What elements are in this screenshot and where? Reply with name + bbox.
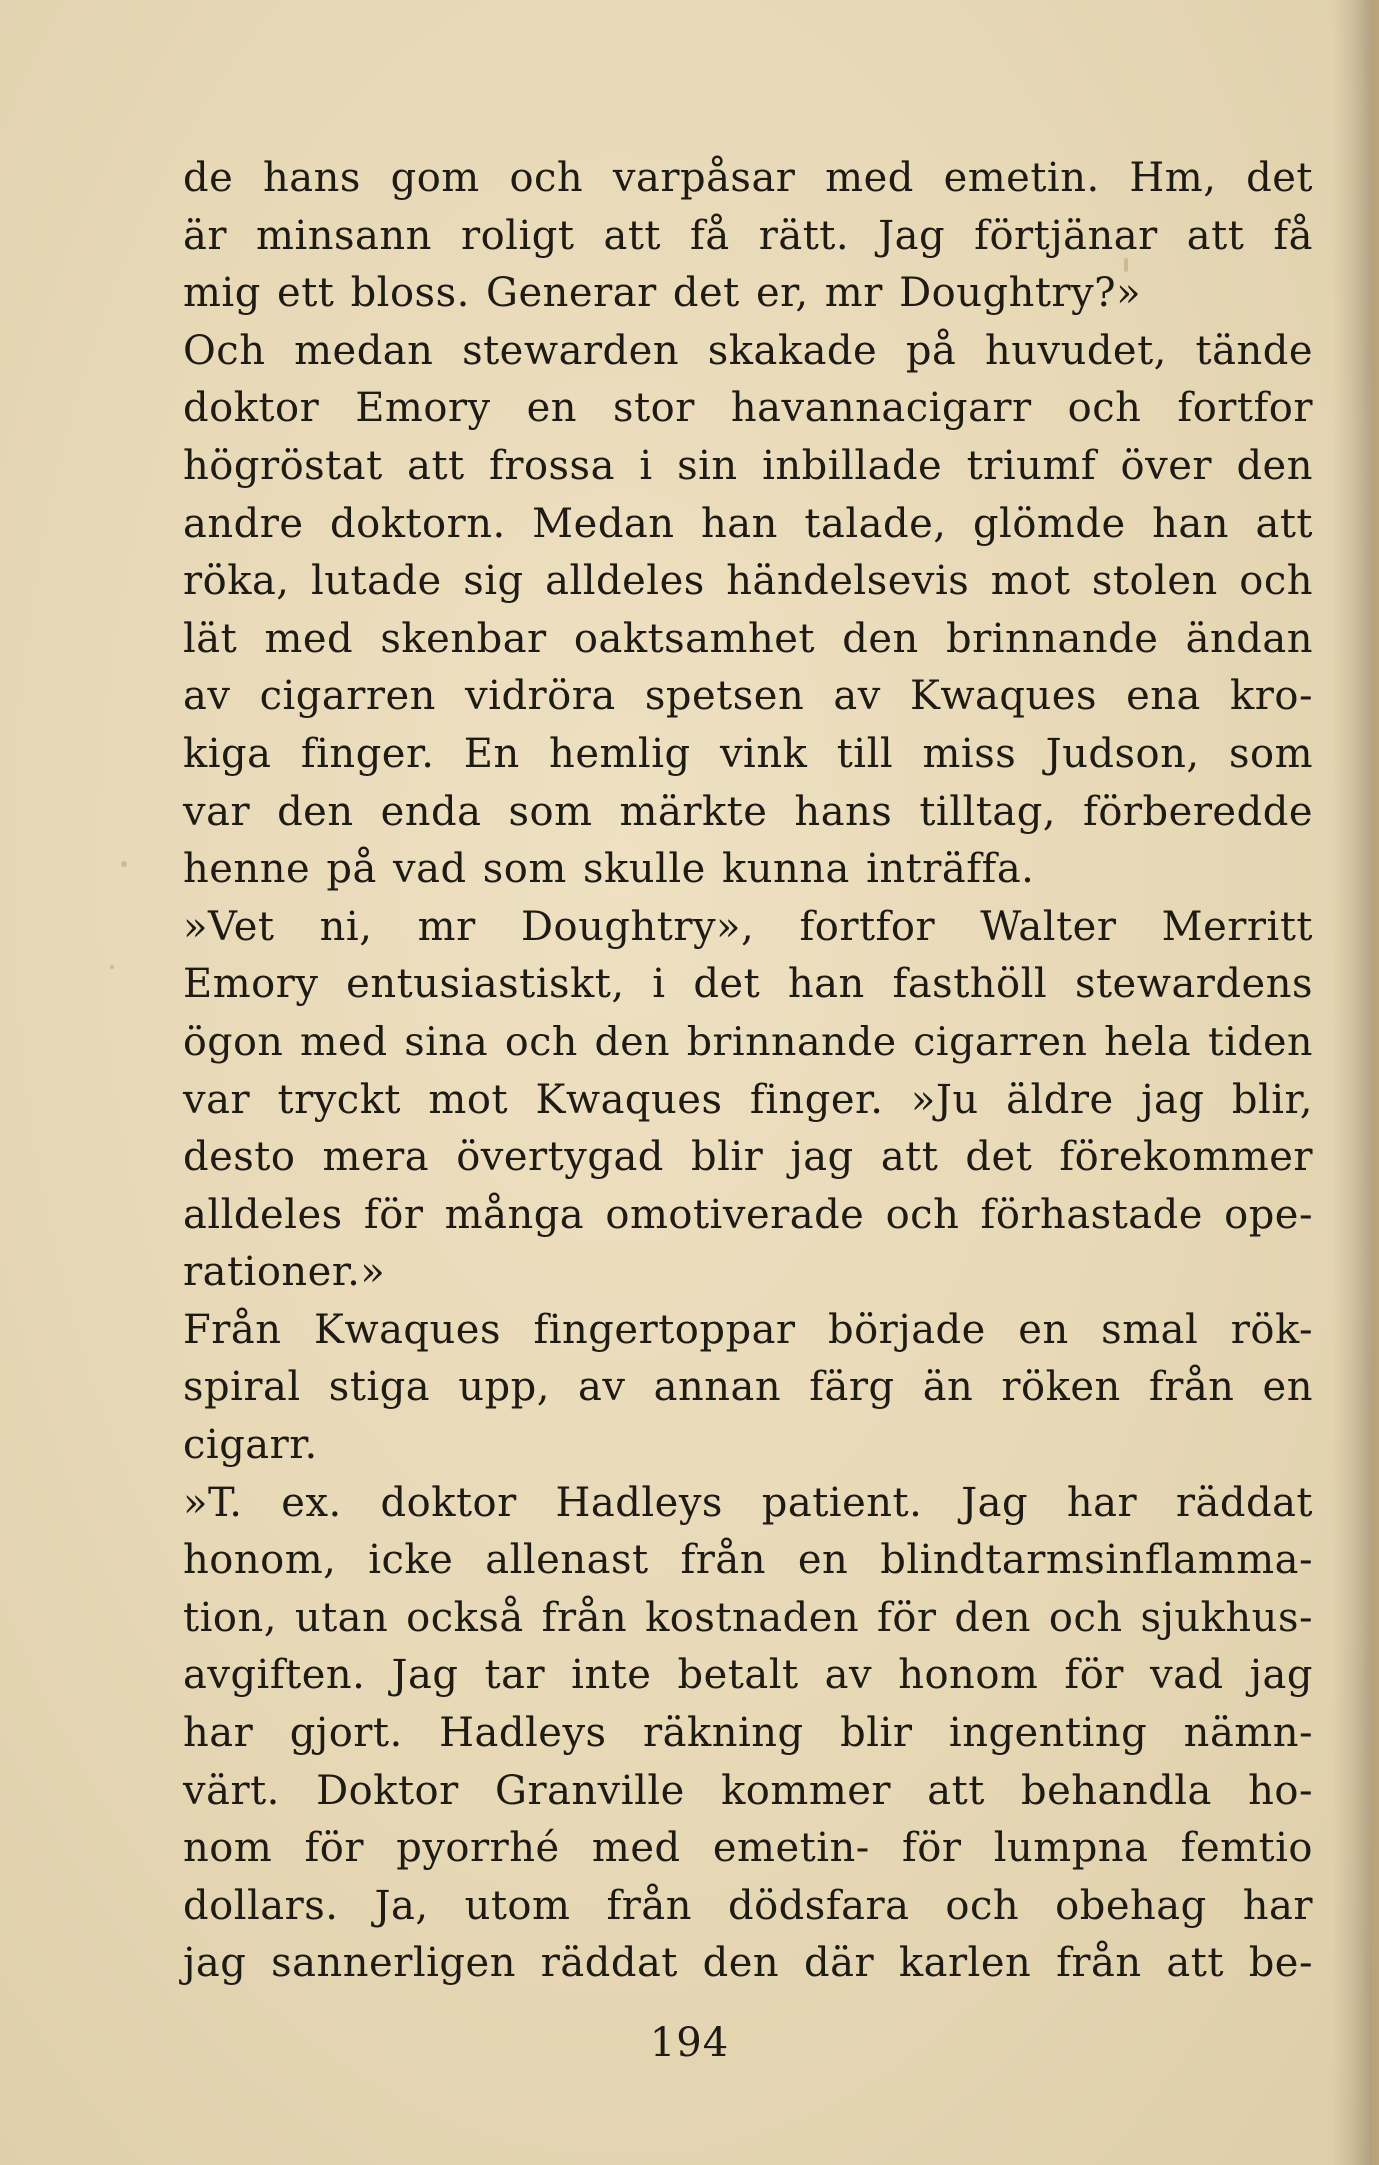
text-line: lät med skenbar oaktsamhet den brinnande ändan: [183, 615, 1313, 662]
text-line: har gjort. Hadleys räkning blir ingenting nämn-: [183, 1710, 1313, 1757]
text-line: dollars. Ja, utom från dödsfara och obehag har: [183, 1882, 1313, 1929]
text-line: nom för pyorrhé med emetin- för lumpna femtio: [183, 1825, 1313, 1872]
text-line: henne på vad som skulle kunna inträffa.: [183, 846, 1035, 893]
body-text: [183, 150, 1313, 1993]
page-edge: [1372, 0, 1379, 2165]
text-line: »T. ex. doktor Hadleys patient. Jag har räddat: [183, 1479, 1313, 1526]
text-line: är minsann roligt att få rätt. Jag förtjänar att få: [183, 212, 1313, 259]
text-line: spiral stiga upp, av annan färg än röken från en: [183, 1364, 1313, 1411]
text-line: rationer.»: [183, 1249, 386, 1296]
text-line: röka, lutade sig alldeles händelsevis mot stolen och: [183, 558, 1313, 605]
text-line: andre doktorn. Medan han talade, glömde han att: [183, 500, 1313, 547]
text-line: värt. Doktor Granville kommer att behandla ho-: [183, 1767, 1313, 1814]
text-line: högröstat att frossa i sin inbillade triumf över den: [183, 442, 1313, 489]
text-line: avgiften. Jag tar inte betalt av honom för vad jag: [183, 1652, 1313, 1699]
text-line: Och medan stewarden skakade på huvudet, tände: [183, 327, 1313, 374]
paper-spot: [121, 861, 127, 867]
text-line: ögon med sina och den brinnande cigarren hela tiden: [183, 1018, 1313, 1065]
text-line: jag sannerligen räddat den där karlen från att be-: [183, 1940, 1313, 1987]
text-line: Emory entusiastiskt, i det han fasthöll stewardens: [183, 961, 1313, 1008]
text-line: var tryckt mot Kwaques finger. »Ju äldre jag blir,: [183, 1076, 1313, 1123]
paper-spot: [110, 965, 114, 969]
text-line: kiga finger. En hemlig vink till miss Judson, som: [183, 730, 1313, 777]
text-line: cigarr.: [183, 1422, 318, 1469]
text-line: Från Kwaques fingertoppar började en smal rök-: [183, 1306, 1313, 1353]
text-line: »Vet ni, mr Doughtry», fortfor Walter Merritt: [183, 903, 1313, 950]
text-line: mig ett bloss. Generar det er, mr Doughtry?»: [183, 270, 1142, 317]
text-line: desto mera övertygad blir jag att det förekommer: [183, 1134, 1313, 1181]
text-line: var den enda som märkte hans tilltag, förberedde: [183, 788, 1313, 835]
page-number: 194: [649, 2020, 730, 2066]
text-line: doktor Emory en stor havannacigarr och fortfor: [183, 385, 1313, 432]
text-line: de hans gom och varpåsar med emetin. Hm, det: [183, 155, 1313, 201]
text-line: tion, utan också från kostnaden för den och sjukhus-: [183, 1594, 1313, 1641]
text-line: alldeles för många omotiverade och förhastade ope-: [183, 1191, 1313, 1238]
text-line: av cigarren vidröra spetsen av Kwaques ena kro-: [183, 673, 1313, 720]
text-line: honom, icke allenast från en blindtarmsinflamma-: [183, 1537, 1313, 1584]
